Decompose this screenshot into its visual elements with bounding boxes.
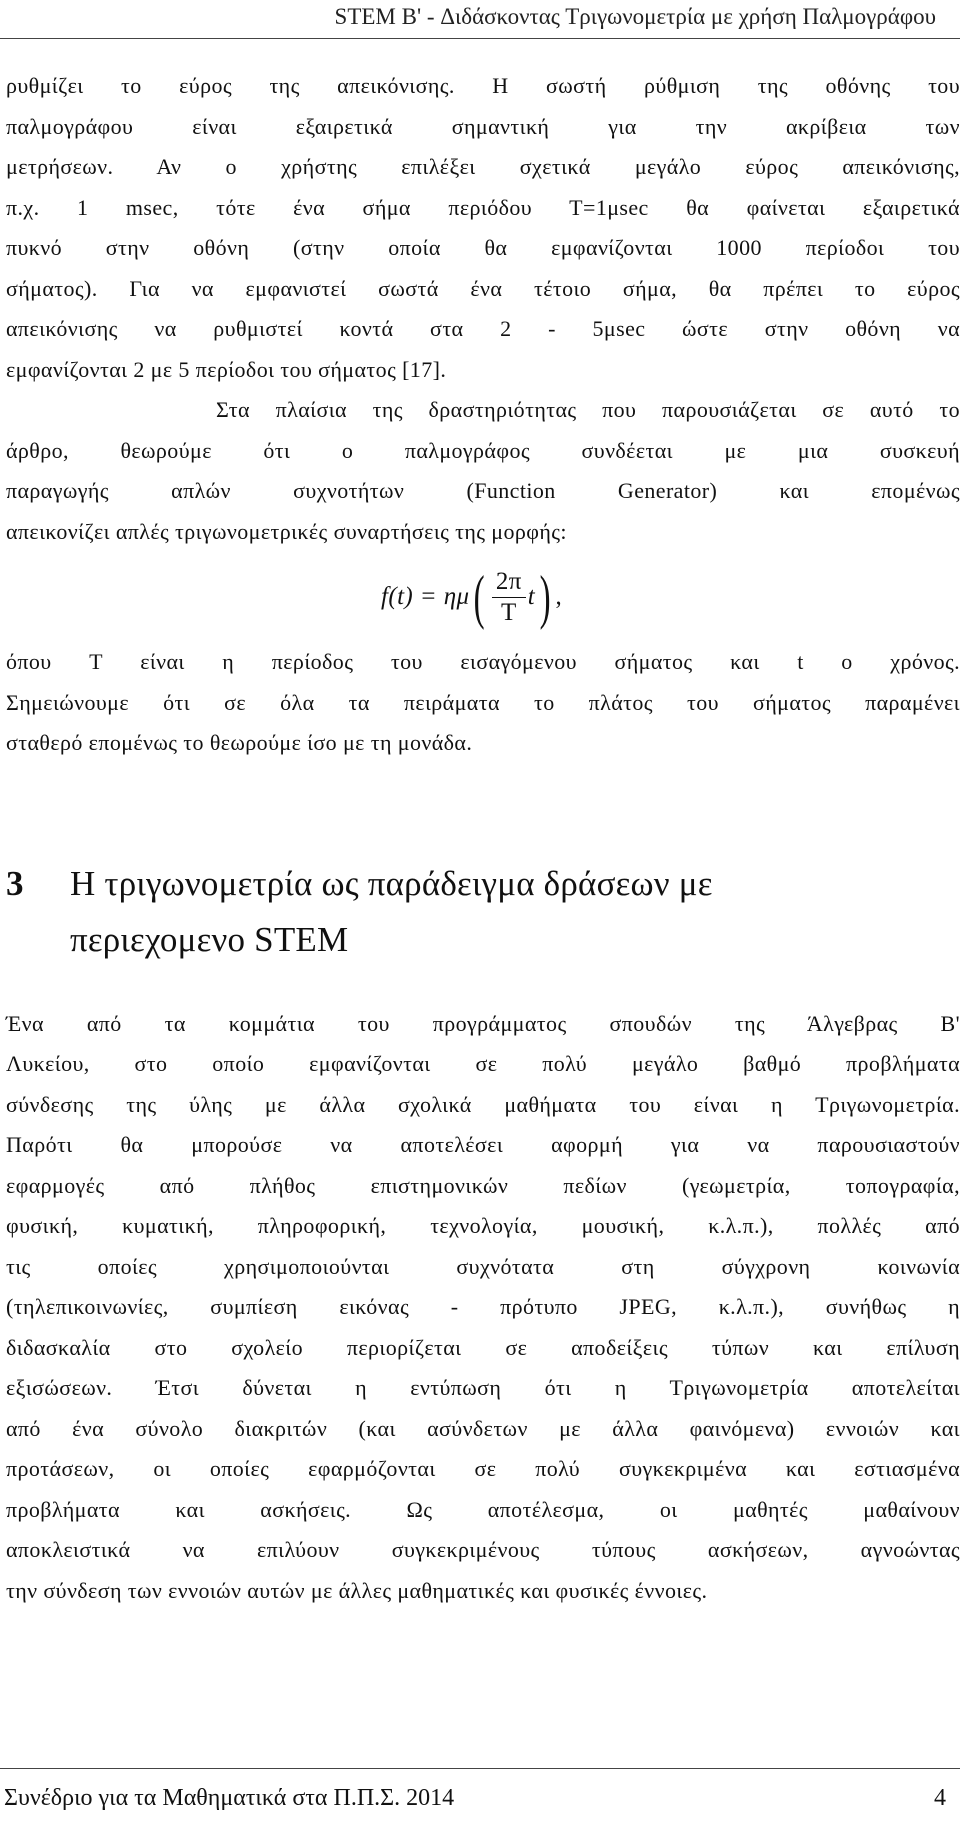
- section-heading: [6, 856, 960, 968]
- text-line: ρυθμίζει το εύρος της απεικόνισης. Η σωστή ρύθμιση της οθόνης του: [6, 73, 960, 98]
- text-line: την σύνδεση των εννοιών αυτών με άλλες μαθηματικές και φυσικές έννοιες.: [6, 1577, 708, 1603]
- section-title-line1: Η τριγωνομετρία ως παράδειγμα δράσεων με: [70, 863, 713, 903]
- text-line: από ένα σύνολο διακριτών (και ασύνδετων με άλλα φαινόμενα) εννοιών και: [6, 1415, 960, 1441]
- text-line: άρθρο, θεωρούμε ότι ο παλμογράφος συνδέεται με μια συσκευή: [6, 437, 960, 463]
- text-line: εφαρμογές από πλήθος επιστημονικών πεδίων (γεωμετρία, τοπογραφία,: [6, 1172, 960, 1198]
- text-line: παραγωγής απλών συχνοτήτων (Function Generator) και επομένως: [6, 478, 960, 503]
- text-line: προβλήματα και ασκήσεις. Ως αποτέλεσμα, οι μαθητές μαθαίνουν: [6, 1496, 960, 1522]
- left-paren: (: [474, 564, 486, 630]
- text-line: αποκλειστικά να επιλύουν συγκεκριμένους τύπους ασκήσεων, αγνοώντας: [6, 1537, 960, 1562]
- formula-argument: [490, 567, 535, 628]
- text-line: Στα πλαίσια της δραστηριότητας που παρουσιάζεται σε αυτό το: [216, 397, 960, 422]
- fraction-denominator: T: [500, 598, 517, 626]
- text-line: απεικόνισης να ρυθμιστεί κοντά στα 2 - 5μsec ώστε στην οθόνη να: [6, 316, 960, 341]
- text-line: παλμογράφου είναι εξαιρετικά σημαντική για την ακρίβεια των: [6, 113, 960, 139]
- text-line: σήματος). Για να εμφανιστεί σωστά ένα τέτοιο σήμα, θα πρέπει το εύρος: [6, 275, 960, 301]
- text-line: φυσική, κυματική, πληροφορική, τεχνολογία, μουσική, κ.λ.π.), πολλές από: [6, 1213, 960, 1238]
- text-line: π.χ. 1 msec, τότε ένα σήμα περιόδου Τ=1μsec θα φαίνεται εξαιρετικά: [6, 194, 960, 220]
- text-line: εξισώσεων. Έτσι δύνεται η εντύπωση ότι η Τριγωνομετρία αποτελείται: [6, 1375, 960, 1400]
- paragraph-oscilloscope-range: [6, 66, 960, 390]
- section-title-line2: περιεχομενο STEM: [70, 919, 349, 959]
- text-line: σύνδεσης της ύλης με άλλα σχολικά μαθήματα του είναι η Τριγωνομετρία.: [6, 1091, 960, 1117]
- page-footer: [0, 1768, 960, 1824]
- text-line: Ένα από τα κομμάτια του προγράμματος σπουδών της Άλγεβρας Β': [6, 1010, 960, 1036]
- footer-conference: Συνέδριο για τα Μαθηματικά στα Π.Π.Σ. 2014: [4, 1785, 455, 1811]
- text-line: Παρότι θα μπορούσε να αποτελέσει αφορμή για να παρουσιαστούν: [6, 1132, 960, 1157]
- formula-trailing-comma: ,: [555, 582, 563, 610]
- text-line: σταθερό επομένως το θεωρούμε ίσο με τη μονάδα.: [6, 730, 473, 755]
- fraction-numerator: 2π: [492, 567, 526, 598]
- text-line: εμφανίζονται 2 με 5 περίοδοι του σήματος [17].: [6, 356, 447, 382]
- text-line: διδασκαλία στο σχολείο περιορίζεται σε αποδείξεις τύπων και επίλυση: [6, 1334, 960, 1360]
- page-number: 4: [934, 1785, 946, 1811]
- header-divider: [0, 38, 960, 39]
- page-body: [6, 66, 960, 1611]
- right-paren: ): [539, 564, 551, 630]
- paragraph-function-generator: [6, 390, 960, 552]
- formula-lhs: f(t) = ημ: [381, 582, 470, 610]
- text-line: όπου T είναι η περίοδος του εισαγόμενου σήματος και t ο χρόνος.: [6, 649, 960, 674]
- text-line: Λυκείου, στο οποίο εμφανίζονται σε πολύ μεγάλο βαθμό προβλήματα: [6, 1051, 960, 1076]
- footer-divider: [0, 1768, 960, 1769]
- fraction: [492, 567, 526, 628]
- formula-variable: t: [527, 582, 536, 610]
- sine-formula: [6, 552, 960, 642]
- text-line: μετρήσεων. Αν ο χρήστης επιλέξει σχετικά μεγάλο εύρος απεικόνισης,: [6, 154, 960, 179]
- text-line: προτάσεων, οι οποίες εφαρμόζονται σε πολύ συγκεκριμένα και εστιασμένα: [6, 1456, 960, 1481]
- paragraph-signal-definition: [6, 642, 960, 764]
- running-header: STEM B' - Διδάσκοντας Τριγωνομετρία με χρήση Παλμογράφου: [334, 4, 936, 29]
- text-line: τις οποίες χρησιμοποιούνται συχνότατα στη σύγχρονη κοινωνία: [6, 1253, 960, 1279]
- text-line: πυκνό στην οθόνη (στην οποία θα εμφανίζονται 1000 περίοδοι του: [6, 235, 960, 260]
- text-line: (τηλεπικοινωνίες, συμπίεση εικόνας - πρότυπο JPEG, κ.λ.π.), συνήθως η: [6, 1294, 960, 1319]
- section-number: 3: [6, 863, 24, 903]
- text-line: απεικονίζει απλές τριγωνομετρικές συναρτήσεις της μορφής:: [6, 518, 567, 544]
- paragraph-trigonometry-curriculum: [6, 1004, 960, 1612]
- text-line: Σημειώνουμε ότι σε όλα τα πειράματα το πλάτος του σήματος παραμένει: [6, 689, 960, 715]
